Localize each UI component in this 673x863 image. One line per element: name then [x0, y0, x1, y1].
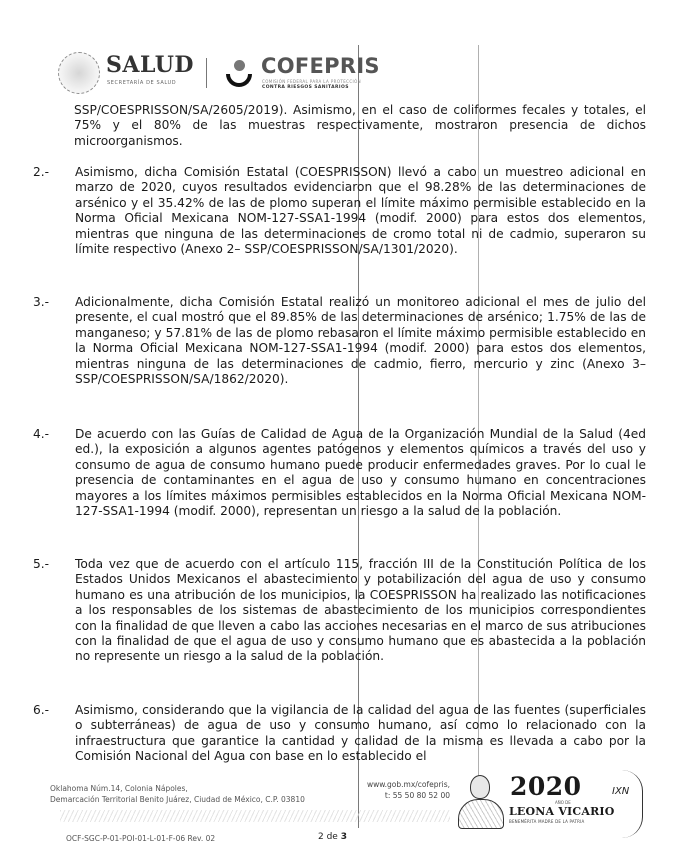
form-code: OCF-SGC-P-01-POI-01-L-01-F-06 Rev. 02	[66, 834, 216, 843]
item-text: Toda vez que de acuerdo con el artículo 115, fracción III de la Constitución Política de los Estados Unidos Mexicanos el abastecimiento y potabilización del agua de uso y consumo humano es una atribución de los municipios, la COESPRISSON ha realizado las notificaciones a los responsables de los sistemas de abastecimiento de los municipios correspondientes con la finalidad de que lleven a cabo las acciones necesarias en el marco de sus atribuciones con la finalidad de que el agua de uso y consumo humano que es abastecida a la población no represente un riesgo a la salud de la población.	[75, 557, 646, 664]
item-number: 5.-	[33, 557, 50, 571]
decorative-pattern	[60, 810, 450, 822]
item-text: Asimismo, dicha Comisión Estatal (COESPRISSON) llevó a cabo un muestreo adicional en marzo de 2020, cuyos resultados evidenciaron que el 98.28% de las determinaciones de arsénico y el 35.42% de las de plomo superan el límite máximo permisible establecido en la Norma Oficial Mexicana NOM-127-SSA1-1994 (modif. 2000) para estos dos elementos, mientras que ninguna de las determinaciones de cromo total ni de cadmio, superaron su límite respectivo (Anexo 2– SSP/COESPRISSON/SA/1301/2020).	[75, 165, 646, 257]
letterhead	[58, 50, 458, 95]
salud-logo-text: SALUD	[106, 52, 194, 78]
item-number: 4.-	[33, 427, 50, 441]
continuation-paragraph: SSP/COESPRISSON/SA/2605/2019). Asimismo, en el caso de coliformes fecales y totales, el 75% y el 80% de las muestras respectivamente, mostraron presencia de dichos microorganismos.	[74, 103, 646, 148]
footer-address	[50, 783, 305, 805]
page-current: 2	[318, 832, 324, 842]
leona-vicario-portrait-icon	[456, 773, 504, 829]
page-total: 3	[340, 832, 347, 842]
cofepris-subtitle-1: COMISIÓN FEDERAL PARA LA PROTECCIÓN	[262, 79, 362, 84]
cofepris-emblem-icon	[224, 58, 254, 88]
footer-contact	[360, 779, 450, 801]
signature-initials: IXN	[612, 786, 630, 797]
year-logo: 2020	[510, 772, 582, 801]
leona-vicario-title: LEONA VICARIO	[509, 805, 615, 818]
cofepris-subtitle-2: CONTRA RIESGOS SANITARIOS	[262, 85, 349, 90]
list-item	[33, 703, 646, 765]
list-item	[33, 427, 646, 519]
salud-logo-subtitle: SECRETARÍA DE SALUD	[107, 80, 177, 86]
handwritten-signature	[612, 770, 652, 840]
item-text: Adicionalmente, dicha Comisión Estatal realizó un monitoreo adicional el mes de julio del presente, el cual mostró que el 89.85% de las determinaciones de arsénico; 1.75% de las de manganeso; y 57.81% de las de plomo rebasaron el límite máximo permisible establecido en la Norma Oficial Mexicana NOM-127-SSA1-1994 (modif. 2000) para estos dos elementos, mientras ninguna de las determinaciones de cadmio, fierro, mercurio y zinc (Anexo 3– SSP/COESPRISSON/SA/1862/2020).	[75, 295, 646, 387]
item-text: De acuerdo con las Guías de Calidad de Agua de la Organización Mundial de la Salud (4ed ed.), la exposición a algunos agentes patógenos y elementos químicos a través del uso y consumo de agua de consumo humano puede producir enfermedades graves. Por lo cual le presencia de contaminantes en el agua de uso y consumo humano en concentraciones mayores a los límites máximos permisibles establecidos en la Norma Oficial Mexicana NOM-127-SSA1-1994 (modif. 2000), representan un riesgo a la salud de la población.	[75, 427, 646, 519]
phone-number: t: 55 50 80 52 00	[384, 791, 450, 800]
national-seal-icon	[58, 52, 100, 94]
item-number: 2.-	[33, 165, 50, 179]
item-text: Asimismo, considerando que la vigilancia de la calidad del agua de las fuentes (superficiales o subterráneas) de agua de uso y consumo humano, así como lo relacionado con la infraestructura que garantice la cantidad y calidad de la misma es llevada a cabo por la Comisión Nacional del Agua con base en lo establecido el	[75, 703, 646, 764]
leona-vicario-subtitle: BENEMÉRITA MADRE DE LA PATRIA	[509, 819, 585, 824]
address-line-1: Oklahoma Núm.14, Colonia Nápoles,	[50, 784, 188, 793]
list-item	[33, 557, 646, 665]
list-item	[33, 165, 646, 257]
item-number: 6.-	[33, 703, 50, 717]
signature-stroke	[622, 770, 643, 838]
list-item	[33, 295, 646, 387]
item-number: 3.-	[33, 295, 50, 309]
website-link[interactable]: www.gob.mx/cofepris,	[366, 780, 450, 789]
cofepris-logo-text: COFEPRIS	[261, 54, 380, 78]
logo-divider	[206, 58, 207, 88]
year-logo-small: AÑO DE	[555, 800, 571, 805]
page-separator: de	[323, 832, 341, 842]
page-number	[318, 832, 347, 842]
address-line-2: Demarcación Territorial Benito Juárez, Ciudad de México, C.P. 03810	[50, 795, 305, 804]
